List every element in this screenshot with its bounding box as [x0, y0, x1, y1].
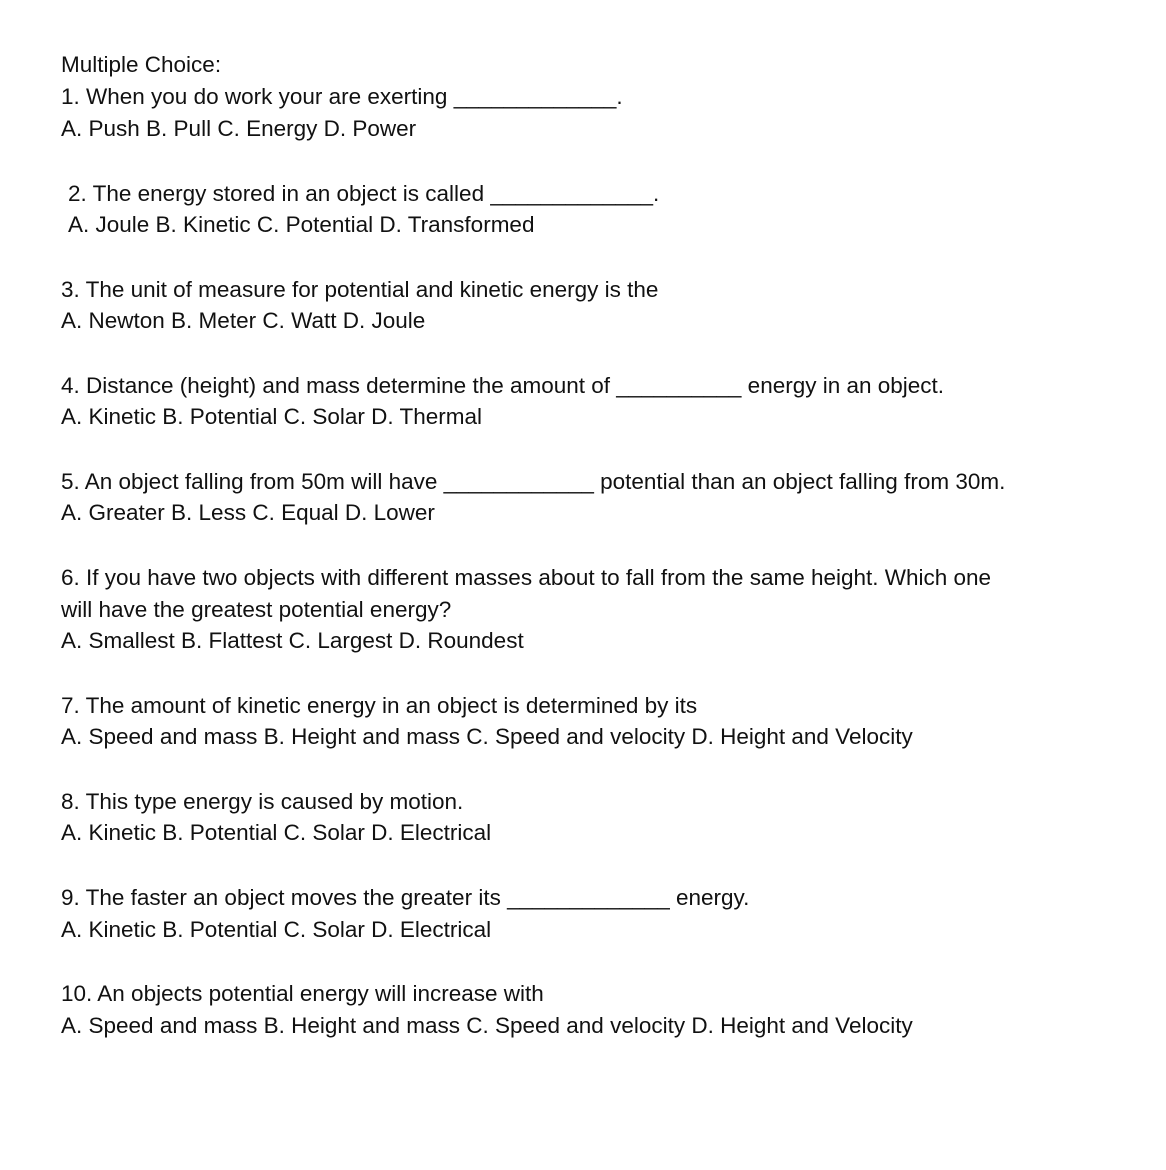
question-2: 2. The energy stored in an object is called _____________. — [68, 181, 660, 206]
question-10: 10. An objects potential energy will increase with — [61, 981, 544, 1006]
question-1: 1. When you do work your are exerting _____________. — [61, 84, 623, 109]
answer-choices-5: A. Greater B. Less C. Equal D. Lower — [61, 500, 435, 525]
question-9: 9. The faster an object moves the greater its _____________ energy. — [61, 885, 750, 910]
answer-choices-3: A. Newton B. Meter C. Watt D. Joule — [61, 308, 426, 333]
answer-choices-6: A. Smallest B. Flattest C. Largest D. Roundest — [61, 628, 524, 653]
question-4: 4. Distance (height) and mass determine the amount of __________ energy in an object. — [61, 373, 945, 398]
answer-choices-8: A. Kinetic B. Potential C. Solar D. Electrical — [61, 820, 492, 845]
answer-choices-1: A. Push B. Pull C. Energy D. Power — [61, 116, 417, 141]
answer-choices-2: A. Joule B. Kinetic C. Potential D. Transformed — [68, 212, 535, 237]
answer-choices-9: A. Kinetic B. Potential C. Solar D. Electrical — [61, 917, 492, 942]
answer-choices-10: A. Speed and mass B. Height and mass C. Speed and velocity D. Height and Velocity — [61, 1013, 913, 1038]
heading: Multiple Choice: — [61, 52, 222, 77]
question-6-continued: will have the greatest potential energy? — [61, 597, 452, 622]
question-8: 8. This type energy is caused by motion. — [61, 789, 464, 814]
answer-choices-4: A. Kinetic B. Potential C. Solar D. Thermal — [61, 404, 483, 429]
question-3: 3. The unit of measure for potential and kinetic energy is the — [61, 277, 659, 302]
question-7: 7. The amount of kinetic energy in an object is determined by its — [61, 693, 698, 718]
question-5: 5. An object falling from 50m will have ____________ potential than an object falling from 30m. — [61, 469, 1006, 494]
answer-choices-7: A. Speed and mass B. Height and mass C. Speed and velocity D. Height and Velocity — [61, 724, 913, 749]
question-6: 6. If you have two objects with different masses about to fall from the same height. Which one — [61, 565, 992, 590]
